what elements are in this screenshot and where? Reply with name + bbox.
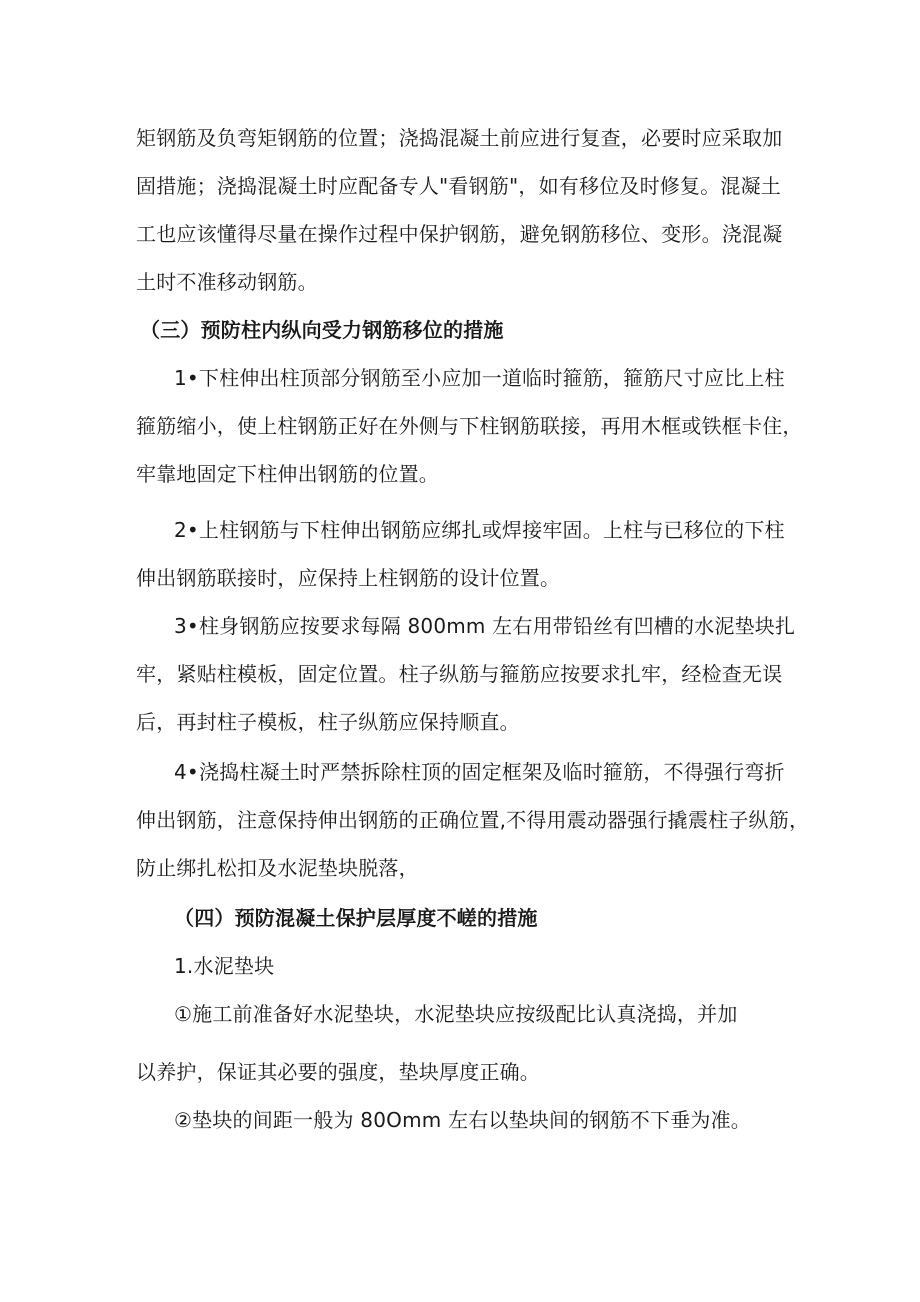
paragraph-line: ①施工前准备好水泥垫块，水泥垫块应按级配比认真浇捣，并加 xyxy=(174,1002,738,1026)
paragraph-line: ②垫块的间距一般为 80Omm 左右以垫块间的钢筋不下垂为准。 xyxy=(174,1108,752,1132)
subheading-line: 1.水泥垫块 xyxy=(174,954,275,978)
paragraph-line: 箍筋缩小，使上柱钢筋正好在外侧与下柱钢筋联接，再用木框或铁框卡住， xyxy=(136,414,803,438)
paragraph-line: 牢，紧贴柱模板，固定位置。柱子纵筋与箍筋应按要求扎牢，经检查无误 xyxy=(136,662,783,686)
paragraph-line: 防止绑扎松扣及水泥垫块脱落， xyxy=(136,856,419,880)
paragraph-line: 后，再封柱子模板，柱子纵筋应保持顺直。 xyxy=(136,710,520,734)
paragraph-line: 2•上柱钢筋与下柱伸出钢筋应绑扎或焊接牢固。上柱与已移位的下柱 xyxy=(174,518,785,542)
section-heading: （三）预防柱内纵向受力钢筋移位的措施 xyxy=(140,318,504,342)
paragraph-line: 伸出钢筋联接时，应保持上柱钢筋的设计位置。 xyxy=(136,566,561,590)
paragraph-line: 1•下柱伸出柱顶部分钢筋至小应加一道临时箍筋，箍筋尺寸应比上柱 xyxy=(174,366,785,390)
paragraph-line: 矩钢筋及负弯矩钢筋的位置；浇捣混凝土前应进行复查，必要时应采取加 xyxy=(136,126,783,150)
paragraph-line: 以养护，保证其必要的强度，垫块厚度正确。 xyxy=(136,1060,540,1084)
paragraph-line: 固措施；浇捣混凝土时应配备专人"看钢筋"，如有移位及时修复。混凝土 xyxy=(136,174,781,198)
paragraph-line: 伸出钢筋，注意保持伸出钢筋的正确位置,不得用震动器强行撬震柱子纵筋， xyxy=(136,808,810,832)
paragraph-line: 4•浇捣柱凝土时严禁拆除柱顶的固定框架及临时箍筋，不得强行弯折 xyxy=(174,760,785,784)
paragraph-line: 工也应该懂得尽量在操作过程中保护钢筋，避免钢筋移位、变形。浇混凝 xyxy=(136,222,783,246)
section-heading: （四）预防混凝土保护层厚度不嵯的措施 xyxy=(174,906,538,930)
paragraph-line: 3•柱身钢筋应按要求每隔 800mm 左右用带铅丝有凹槽的水泥垫块扎 xyxy=(174,614,796,638)
paragraph-line: 土时不准移动钢筋。 xyxy=(136,270,318,294)
paragraph-line: 牢靠地固定下柱伸出钢筋的位置。 xyxy=(136,462,439,486)
